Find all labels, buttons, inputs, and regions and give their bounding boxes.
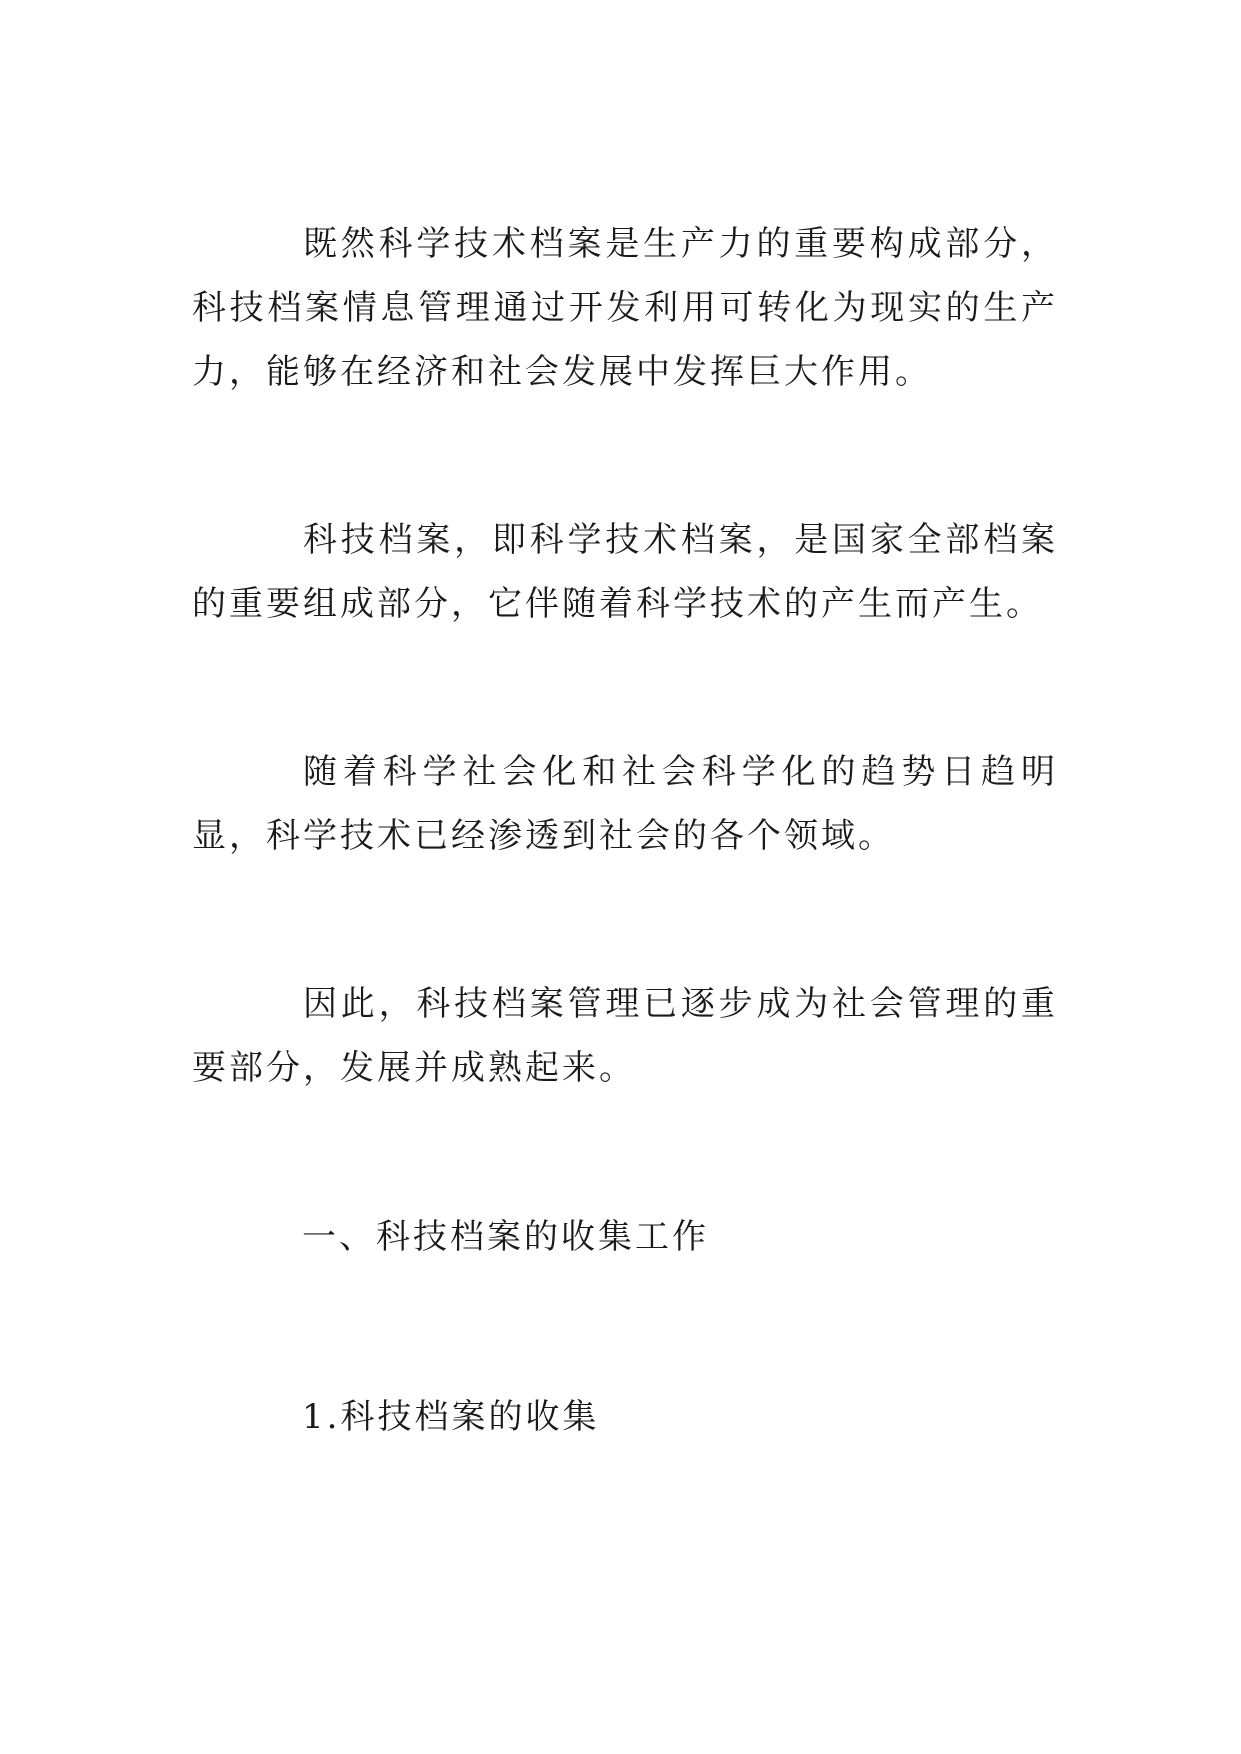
subsection-heading: 1.科技档案的收集 bbox=[302, 1397, 600, 1437]
paragraph-1: 既然科学技术档案是生产力的重要构成部分，科技档案情息管理通过开发利用可转化为现实的生产力，能够在经济和社会发展中发挥巨大作用。 bbox=[192, 224, 1058, 392]
paragraph-2: 科技档案，即科学技术档案，是国家全部档案的重要组成部分，它伴随着科学技术的产生而产生。 bbox=[192, 520, 1058, 624]
paragraph-3: 随着科学社会化和社会科学化的趋势日趋明显，科学技术已经渗透到社会的各个领域。 bbox=[192, 752, 1058, 856]
paragraph-4: 因此，科技档案管理已逐步成为社会管理的重要部分，发展并成熟起来。 bbox=[192, 984, 1058, 1088]
section-heading: 一、科技档案的收集工作 bbox=[302, 1217, 709, 1257]
